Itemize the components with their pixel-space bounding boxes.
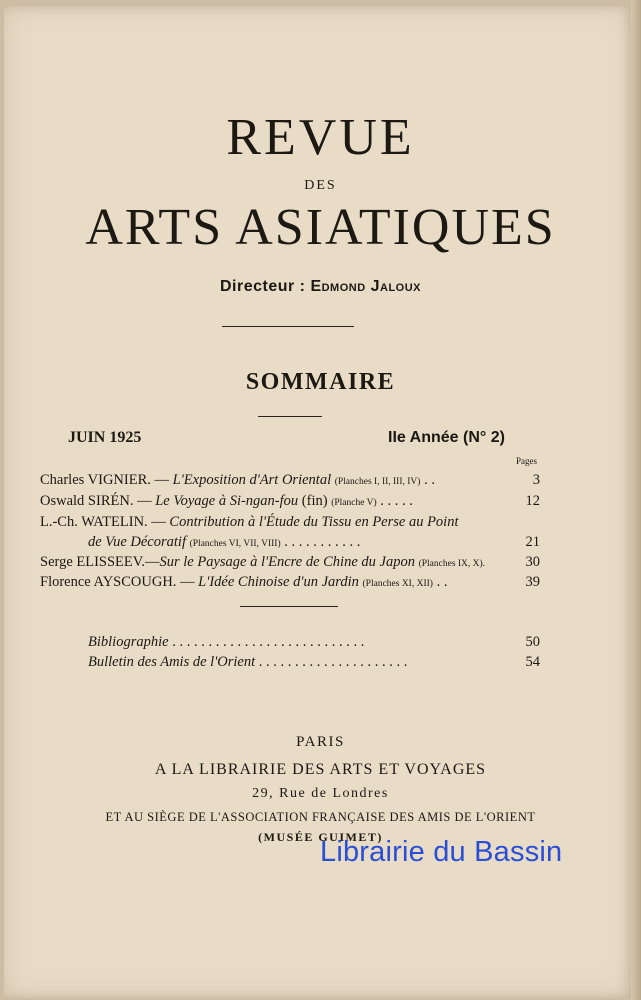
toc-page: 30 <box>525 554 540 570</box>
extra-page: 54 <box>525 654 540 670</box>
toc-plates: (Planches XI, XII) <box>362 579 433 589</box>
toc-title: Le Voyage à Si-ngan-fou <box>155 493 299 509</box>
toc-plates: (Planche V) <box>331 498 377 508</box>
toc-entry: Serge ELISSEEV.—Sur le Paysage à l'Encre de Chine du Japon (Planches IX, X). <box>40 554 486 570</box>
pages-label: Pages <box>516 456 537 466</box>
toc-dots: . . . . . . . . . . . <box>284 534 361 550</box>
divider-toc <box>240 606 338 607</box>
toc-dots: . . <box>436 574 448 590</box>
director-name: Edmond Jaloux <box>310 278 422 295</box>
director-line <box>0 278 641 296</box>
toc-title: Sur le Paysage à l'Encre de Chine du Japon <box>159 554 415 570</box>
extra-dots: . . . . . . . . . . . . . . . . . . . . . <box>258 654 408 670</box>
director-label: Directeur : <box>219 278 311 295</box>
extra-title: Bulletin des Amis de l'Orient <box>88 654 256 670</box>
extra-entry <box>88 634 364 651</box>
toc-suffix: (fin) <box>301 493 328 509</box>
issue-number: IIe Année (N° 2) <box>388 429 505 446</box>
imprint-siege: ET AU SIÈGE DE L'ASSOCIATION FRANÇAISE DES AMIS DE L'ORIENT <box>105 810 536 824</box>
sommaire-heading: SOMMAIRE <box>245 369 396 395</box>
toc-plates: (Planches VI, VII, VIII) <box>189 539 281 549</box>
toc-page: 3 <box>532 472 540 488</box>
toc-entry: Charles VIGNIER. — L'Exposition d'Art Oriental (Planches I, II, III, IV) . . <box>40 472 435 488</box>
toc-entry: Florence AYSCOUGH. — L'Idée Chinoise d'un Jardin (Planches XI, XII) . . <box>40 574 448 590</box>
journal-subtitle: ARTS ASIATIQUES <box>85 199 556 256</box>
toc-page: 21 <box>525 534 540 550</box>
toc-entry: Oswald SIRÉN. — Le Voyage à Si-ngan-fou (fin) (Planche V) . . . . . <box>40 493 413 509</box>
toc-dots: . . . . . <box>380 493 413 509</box>
toc-dots: . . <box>424 472 435 488</box>
seller-watermark: Librairie du Bassin <box>320 836 563 868</box>
toc-plates: (Planches I, II, III, IV) <box>334 477 421 487</box>
toc-title-continued: de Vue Décoratif <box>88 534 186 550</box>
divider-top <box>222 326 354 327</box>
toc-title: L'Exposition d'Art Oriental <box>172 472 332 488</box>
journal-title: REVUE <box>226 109 415 166</box>
divider-sommaire <box>258 416 322 417</box>
toc-page: 39 <box>525 574 540 590</box>
toc-author: Charles VIGNIER. <box>40 472 151 488</box>
extra-dots: . . . . . . . . . . . . . . . . . . . . . . . . . . . <box>172 634 365 650</box>
extra-entry <box>88 654 407 671</box>
toc-author: Florence AYSCOUGH. <box>40 574 177 590</box>
toc-author: Oswald SIRÉN. <box>40 493 134 509</box>
imprint-museum: (MUSÉE GUIMET) <box>258 830 383 844</box>
toc-title: L'Idée Chinoise d'un Jardin <box>198 574 359 590</box>
issue-date: JUIN 1925 <box>68 429 142 446</box>
toc-author: L.-Ch. WATELIN. <box>40 514 148 530</box>
imprint-publisher: A LA LIBRAIRIE DES ARTS ET VOYAGES <box>154 761 487 778</box>
toc-author: Serge ELISSEEV. <box>40 554 145 570</box>
journal-des: DES <box>304 178 337 193</box>
toc-entry: L.-Ch. WATELIN. — Contribution à l'Étude du Tissu en Perse au Point <box>40 514 459 530</box>
toc-page: 12 <box>525 493 540 509</box>
toc-plates: (Planches IX, X). <box>418 559 486 569</box>
toc-title: Contribution à l'Étude du Tissu en Perse au Point <box>169 514 459 530</box>
imprint-address: 29, Rue de Londres <box>252 786 389 801</box>
toc-entry-continued <box>88 534 360 551</box>
imprint-city: PARIS <box>296 734 345 750</box>
extra-title: Bibliographie <box>88 634 169 650</box>
extra-page: 50 <box>525 634 540 650</box>
